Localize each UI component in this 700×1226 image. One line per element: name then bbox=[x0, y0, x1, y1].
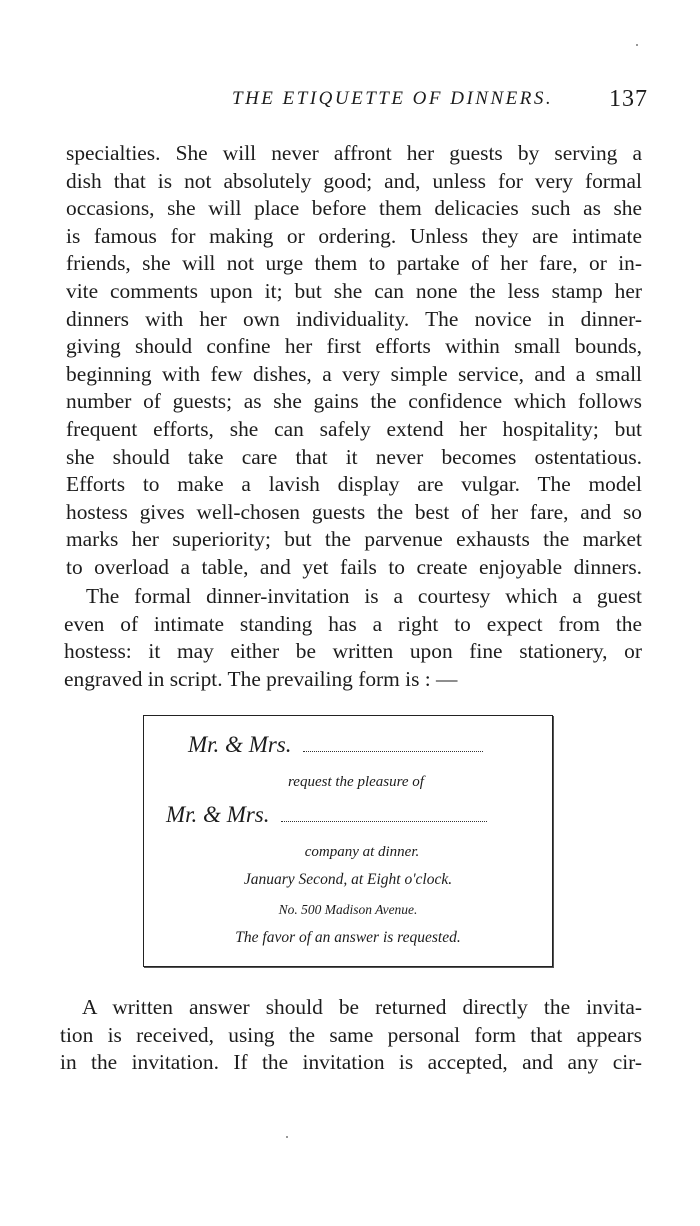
text-line: giving should confine her first efforts within small bounds, bbox=[66, 334, 642, 359]
invitation-line: January Second, at Eight o'clock. bbox=[243, 871, 453, 888]
paragraph-2 bbox=[64, 583, 642, 693]
text-line: friends, she will not urge them to partake of her fare, or in- bbox=[66, 251, 642, 276]
blank-line bbox=[281, 821, 487, 822]
text-line: number of guests; as she gains the confidence which follows bbox=[66, 389, 642, 414]
invitation-host-names: Mr. & Mrs. bbox=[188, 732, 292, 757]
paragraph-3 bbox=[60, 994, 642, 1077]
text-line: in the invitation. If the invitation is accepted, and any cir- bbox=[60, 1050, 642, 1075]
blank-line bbox=[303, 751, 483, 752]
paragraph-1 bbox=[66, 140, 642, 582]
text-line: tion is received, using the same personal form that appears bbox=[60, 1022, 642, 1047]
text-line: vite comments upon it; but she can none the less stamp her bbox=[66, 278, 642, 303]
text-line: hostess gives well-chosen guests the best of her fare, and so bbox=[66, 499, 642, 524]
invitation-line bbox=[188, 732, 596, 758]
invitation-guest-names: Mr. & Mrs. bbox=[166, 802, 270, 827]
text-line: to overload a table, and yet fails to create enjoyable dinners. bbox=[66, 554, 642, 579]
text-line: she should take care that it never becomes ostentatious. bbox=[66, 444, 642, 469]
text-line: The formal dinner-invitation is a courtesy which a guest bbox=[86, 584, 642, 608]
text-line: engraved in script. The prevailing form is : — bbox=[64, 666, 458, 691]
invitation-line: The favor of an answer is requested. bbox=[235, 929, 461, 946]
text-line: dish that is not absolutely good; and, unless for very formal bbox=[66, 168, 642, 193]
text-line: is famous for making or ordering. Unless they are intimate bbox=[66, 223, 642, 248]
paper-speck bbox=[636, 44, 638, 46]
invitation-line: company at dinner. bbox=[304, 844, 420, 860]
invitation-line bbox=[166, 802, 574, 828]
text-line: dinners with her own individuality. The novice in dinner- bbox=[66, 306, 642, 331]
running-title: THE ETIQUETTE OF DINNERS. bbox=[232, 88, 554, 109]
invitation-line: No. 500 Madison Avenue. bbox=[278, 902, 418, 917]
invitation-card bbox=[143, 715, 553, 967]
text-line: frequent efforts, she can safely extend her hospitality; but bbox=[66, 416, 642, 441]
text-line: beginning with few dishes, a very simple service, and a small bbox=[66, 361, 642, 386]
text-line: hostess: it may either be written upon fine stationery, or bbox=[64, 639, 642, 664]
text-line: occasions, she will place before them delicacies such as she bbox=[66, 196, 642, 221]
text-line: specialties. She will never affront her guests by serving a bbox=[66, 141, 642, 165]
paper-speck bbox=[286, 1136, 288, 1138]
page-header bbox=[60, 88, 650, 122]
text-line: Efforts to make a lavish display are vulgar. The model bbox=[66, 472, 642, 497]
text-line: A written answer should be returned directly the invita- bbox=[82, 995, 642, 1019]
page-number: 137 bbox=[609, 86, 648, 112]
text-line: marks her superiority; but the parvenue exhausts the market bbox=[66, 527, 642, 552]
text-line: even of intimate standing has a right to expect from the bbox=[64, 611, 642, 636]
invitation-line: request the pleasure of bbox=[288, 774, 424, 790]
